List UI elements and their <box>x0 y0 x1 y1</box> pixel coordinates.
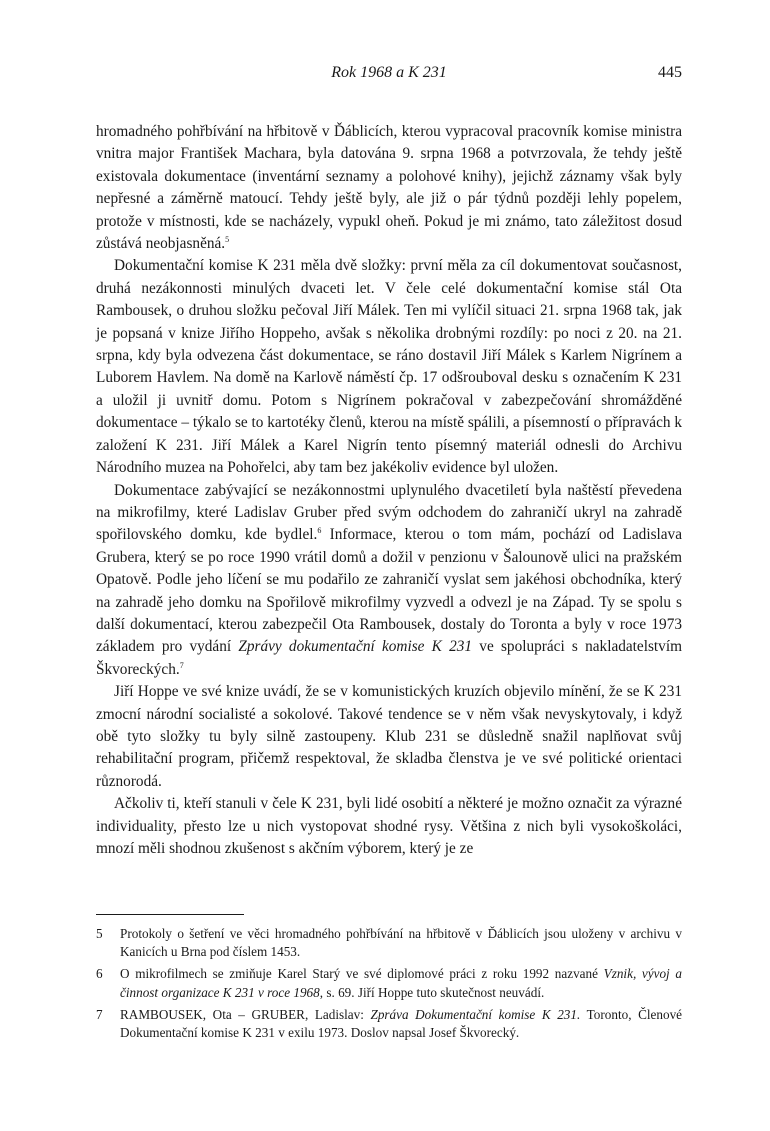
book-title: Zprávy dokumentační komise K 231 <box>238 638 473 656</box>
running-header <box>96 62 682 84</box>
footnotes <box>96 925 682 1046</box>
thesis-title: Vznik, vývoj a činnost organizace K 231 v roce 1968 <box>120 966 682 1000</box>
footnote-text <box>120 925 682 961</box>
footnote-number: 7 <box>96 1006 103 1022</box>
footnote-text-part: O mikrofilmech se zmiňuje Karel Starý ve své diplomové práci z roku 1992 nazvané <box>120 966 604 982</box>
footnote-text-part: Protokoly o šetření ve věci hromadného pohřbívání na hřbitově v Ďáblicích jsou uloženy v archivu v Kanicích u Brna pod číslem 1453. <box>120 926 682 960</box>
footnote-text <box>120 1006 682 1042</box>
paragraph <box>96 681 682 793</box>
footnote-ref[interactable]: 5 <box>225 235 230 245</box>
paragraph <box>96 480 682 682</box>
footnote <box>96 1006 682 1042</box>
footnote <box>96 965 682 1001</box>
footnote-text-part: , s. 69. Jiří Hoppe tuto skutečnost neuvádí. <box>319 984 545 1000</box>
body-text <box>96 121 682 860</box>
paragraph-text: hromadného pohřbívání na hřbitově v Ďáblicích, kterou vypracoval pracovník komise ministra vnitra major František Machara, byla datována 9. srpna 1968 a potvrzovala, že tehdy ještě existovala dokumentace (inventární seznamy a polohové knihy), jejichž záznamy však byly nepřesné a záměrně matoucí. Tehdy ještě byly, ale již o pár týdnů později lehly popelem, protože v místnosti, kde se nacházely, vypukl oheň. Pokud je mi známo, tato záležitost dosud zůstává neobjasněná. <box>96 123 682 253</box>
report-title: Zpráva Dokumentační komise K 231. <box>370 1006 581 1022</box>
paragraph <box>96 121 682 255</box>
paragraph-text: Dokumentace zabývající se nezákonnostmi uplynulého dvacetiletí byla naštěstí převedena na mikrofilmy, které Ladislav Gruber před svým odchodem do zahraničí ukryl na zahradě spořilovského domku, kde bydlel. <box>96 481 682 544</box>
footnote-ref[interactable]: 7 <box>179 660 184 670</box>
page-number: 445 <box>658 64 682 81</box>
footnote-ref[interactable]: 6 <box>317 526 322 536</box>
running-title: Rok 1968 a K 231 <box>331 64 447 81</box>
footnote-text-part: RAMBOUSEK, Ota – GRUBER, Ladislav: <box>120 1006 371 1022</box>
paragraph-text: Dokumentační komise K 231 měla dvě složky: první měla za cíl dokumentovat současnost, druhá nezákonnosti minulých dvaceti let. V čele celé dokumentační komise stál Ota Rambousek, o druhou složku pečoval Jiří Málek. Ten mi vylíčil situaci 21. srpna 1968 tak, jak je popsaná v knize Jiřího Hoppeho, avšak s několika drobnými rozdíly: po noci z 20. na 21. srpna, kdy byla odvezena část dokumentace, se ráno dostavil Jiří Málek s Karlem Nigrínem a Luborem Havlem. Na domě na Karlově náměstí čp. 17 odšrouboval desku s označením K 231 a uložil ji uvnitř domu. Potom s Nigrínem pokračoval v zabezpečování shromážděné dokumentace – týkalo se to kartotéky členů, kterou na místě spálili, a písemností o přípravách k založení K 231. Jiří Málek a Karel Nigrín tento písemný materiál odnesli do Archivu Národního muzea na Pohořelci, aby tam bez jakékoliv evidence byl uložen. <box>96 257 682 477</box>
paragraph-text: Ačkoliv ti, kteří stanuli v čele K 231, byli lidé osobití a některé je možno označit za výrazné individuality, přesto lze u nich vystopovat shodné rysy. Většina z nich byli vysokoškoláci, mnozí měli shodnou zkušenost s akčním výborem, který je ze <box>96 795 682 857</box>
footnote-text <box>120 965 682 1001</box>
paragraph <box>96 255 682 479</box>
paragraph <box>96 793 682 860</box>
paragraph-text: ve spolupráci s nakladatelstvím Škvoreckých. <box>96 638 682 678</box>
paragraph-text: Informace, kterou o tom mám, pochází od Ladislava Grubera, který se po roce 1990 vrátil domů a dožil v penzionu v Šalounově ulici na pražském Opatově. Podle jeho líčení se mu podařilo ze zahraničí vyslat sem jakéhosi obchodníka, který na zahradě jeho domku na Spořilově mikrofilmy vyzvedl a odvezl je na Západ. Ty se spolu s další dokumentací, kterou zabezpečil Ota Rambousek, dostaly do Toronta a byly v roce 1973 základem pro vydání <box>96 526 682 656</box>
footnote-divider <box>96 914 244 915</box>
footnote-number: 6 <box>96 966 103 982</box>
footnote-number: 5 <box>96 926 103 941</box>
footnote-text-part: Toronto, Členové Dokumentační komise K 231 v exilu 1973. Doslov napsal Josef Škvorecký. <box>120 1006 683 1041</box>
paragraph-text: Jiří Hoppe ve své knize uvádí, že se v komunistických kruzích objevilo mínění, že se K 231 zmocní národní socialisté a sokolové. Takové tendence se v něm však nevyskytovaly, i když obě tyto složky tu byly silně zastoupeny. Klub 231 se důsledně snažil naplňovat svůj rehabilitační program, přičemž respektoval, že skladba členstva je ve své politické orientaci různorodá. <box>96 683 682 790</box>
footnote <box>96 925 682 961</box>
